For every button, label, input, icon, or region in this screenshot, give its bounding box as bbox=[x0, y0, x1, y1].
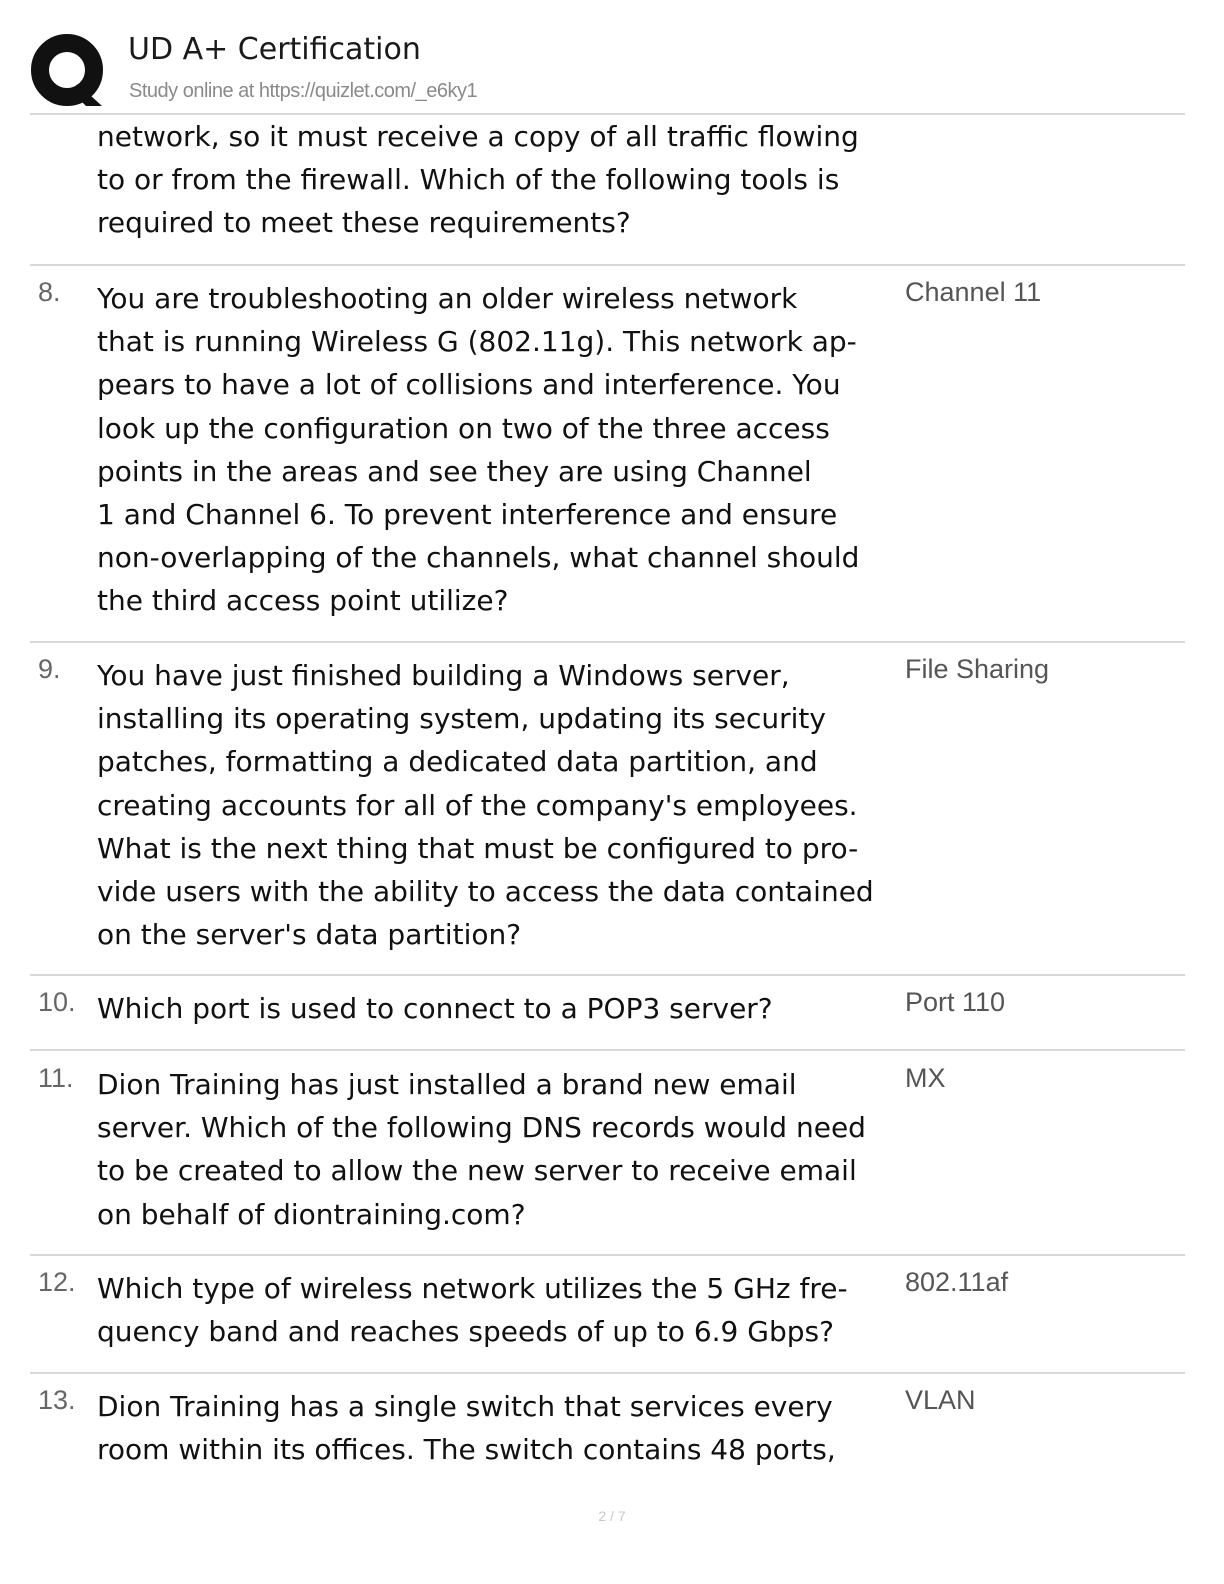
question-text: network, so it must receive a copy of all traffic flowing to or from the firewall. Which of the following tools is required to meet these requirements? bbox=[97, 120, 859, 240]
set-title: UD A+ Certification bbox=[128, 32, 421, 67]
card-number: 9. bbox=[38, 654, 61, 684]
answer-text: File Sharing bbox=[905, 654, 1050, 684]
question-text: Dion Training has a single switch that services every room within its offices. The switch contains 48 ports, bbox=[97, 1390, 836, 1467]
question-text: You have just finished building a Windows server, installing its operating system, updating its security patches, formatting a dedicated data partition, and creating accounts for all of the company's employees. What is the next thing that must be configured to pro- vide users with the ability to access the data contained on the server's data partition? bbox=[97, 659, 874, 952]
divider bbox=[30, 1049, 1185, 1051]
answer-text: Channel 11 bbox=[905, 277, 1042, 307]
answer-text: MX bbox=[905, 1063, 946, 1093]
card-number: 8. bbox=[38, 277, 61, 307]
card-number: 10. bbox=[38, 987, 76, 1017]
divider bbox=[30, 1254, 1185, 1256]
divider bbox=[30, 264, 1185, 266]
question-text: Dion Training has just installed a brand new email server. Which of the following DNS records would need to be created to allow the new server to receive email on behalf of diontraining.com? bbox=[97, 1068, 866, 1231]
question-text: Which type of wireless network utilizes the 5 GHz fre- quency band and reaches speeds of up to 6.9 Gbps? bbox=[97, 1272, 848, 1349]
divider bbox=[30, 641, 1185, 643]
card-number: 13. bbox=[38, 1385, 76, 1415]
divider bbox=[30, 1372, 1185, 1374]
divider bbox=[30, 974, 1185, 976]
card-number: 11. bbox=[38, 1063, 74, 1093]
study-online-link-text[interactable]: Study online at https://quizlet.com/_e6ky1 bbox=[129, 80, 478, 102]
page-header bbox=[30, 28, 1185, 114]
answer-text: Port 110 bbox=[905, 987, 1006, 1017]
card-number: 12. bbox=[38, 1267, 76, 1297]
question-text: You are troubleshooting an older wireless network that is running Wireless G (802.11g). This network ap- pears to have a lot of collisions and interference. You look up the configuration on two of the three access points in the areas and see they are using Channel 1 and Channel 6. To prevent interference and ensure non-overlapping of the channels, what channel should the third access point utilize? bbox=[97, 282, 860, 618]
question-text: Which port is used to connect to a POP3 server? bbox=[97, 992, 773, 1025]
quizlet-logo-icon bbox=[30, 32, 108, 110]
answer-text: VLAN bbox=[905, 1385, 976, 1415]
answer-text: 802.11af bbox=[905, 1267, 1009, 1297]
page-number: 2 / 7 bbox=[598, 1508, 626, 1524]
